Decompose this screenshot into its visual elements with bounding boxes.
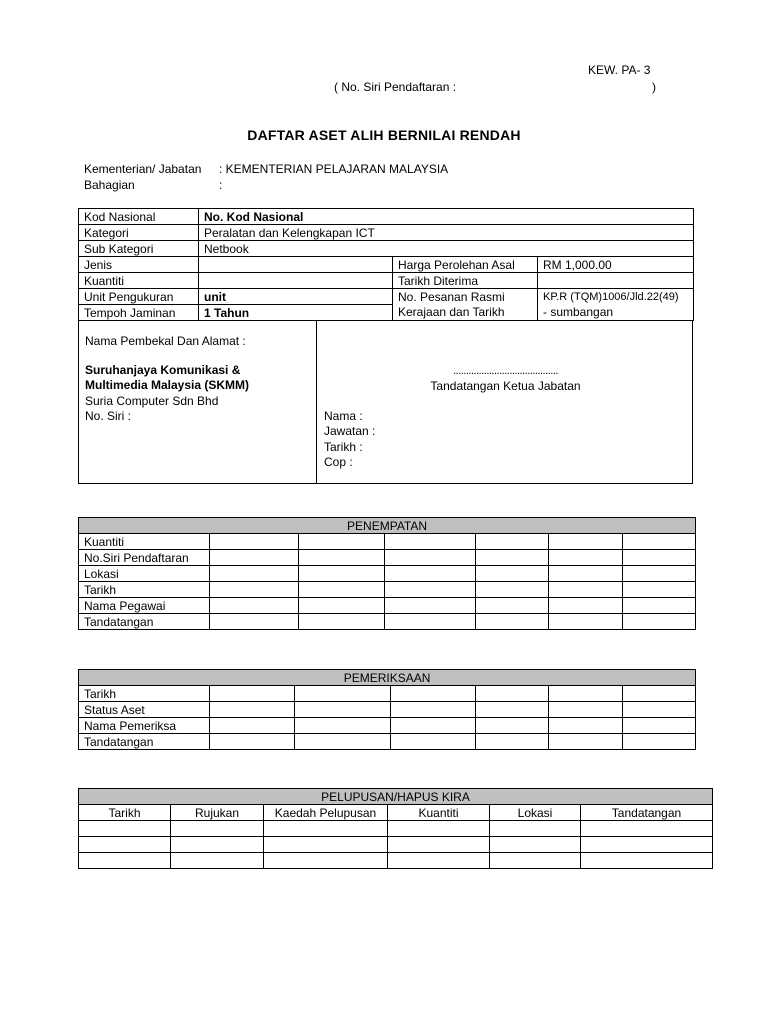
supplier-name-line1: Suruhanjaya Komunikasi & [85, 363, 241, 377]
bahagian-value: : [219, 178, 223, 192]
row-label: Tandatangan [79, 734, 210, 750]
page-title: DAFTAR ASET ALIH BERNILAI RENDAH [247, 127, 521, 143]
supplier-no-siri: No. Siri : [85, 409, 132, 423]
table-row [79, 853, 713, 869]
siri-pendaftaran-label: ( No. Siri Pendaftaran : [334, 80, 457, 94]
sub-kategori-value: Netbook [199, 241, 694, 257]
signature-tarikh: Tarikh : [324, 440, 363, 454]
divider [316, 320, 317, 483]
kod-nasional-label: Kod Nasional [79, 209, 199, 225]
column-header-rujukan: Rujukan [171, 805, 264, 821]
row-label: Tarikh [79, 582, 210, 598]
pesanan-value-2: - sumbangan [538, 305, 694, 321]
row-label: No.Siri Pendaftaran [79, 550, 210, 566]
unit-pengukuran-value: unit [199, 289, 393, 305]
signature-dots: ......................................... [453, 365, 558, 377]
siri-pendaftaran-close: ) [652, 80, 656, 94]
table-row [79, 225, 694, 241]
supplier-company: Suria Computer Sdn Bhd [85, 394, 219, 408]
table-row [79, 582, 696, 598]
penempatan-table [78, 517, 696, 630]
table-row [79, 305, 694, 321]
signature-jawatan: Jawatan : [324, 424, 376, 438]
sub-kategori-label: Sub Kategori [79, 241, 199, 257]
jenis-label: Jenis [79, 257, 199, 273]
table-row [79, 718, 696, 734]
row-label: Lokasi [79, 566, 210, 582]
table-row [79, 598, 696, 614]
row-label: Nama Pemeriksa [79, 718, 210, 734]
penempatan-title: PENEMPATAN [79, 518, 696, 534]
kategori-value: Peralatan dan Kelengkapan ICT [199, 225, 694, 241]
column-header-lokasi: Lokasi [490, 805, 581, 821]
table-row [79, 289, 694, 305]
table-row [79, 614, 696, 630]
column-header-tandatangan: Tandatangan [581, 805, 713, 821]
row-label: Status Aset [79, 702, 210, 718]
pesanan-label-2: Kerajaan dan Tarikh [393, 305, 538, 321]
row-label: Tandatangan [79, 614, 210, 630]
table-row [79, 702, 696, 718]
kementerian-value: : KEMENTERIAN PELAJARAN MALAYSIA [219, 162, 449, 176]
kuantiti-value [199, 273, 393, 289]
unit-pengukuran-label: Unit Pengukuran [79, 289, 199, 305]
supplier-name-line2: Multimedia Malaysia (SKMM) [85, 378, 250, 392]
pelupusan-table [78, 788, 713, 869]
row-label: Kuantiti [79, 534, 210, 550]
tarikh-diterima-label: Tarikh Diterima [393, 273, 538, 289]
pemeriksaan-title: PEMERIKSAAN [79, 670, 696, 686]
column-header-kuantiti: Kuantiti [388, 805, 490, 821]
harga-label: Harga Perolehan Asal [393, 257, 538, 273]
pesanan-value-1: KP.R (TQM)1006/Jld.22(49) [538, 289, 694, 305]
table-row [79, 550, 696, 566]
table-header-row [79, 670, 696, 686]
table-row [79, 273, 694, 289]
pemeriksaan-table [78, 669, 696, 750]
tempoh-jaminan-value: 1 Tahun [199, 305, 393, 321]
table-row [79, 257, 694, 273]
row-label: Nama Pegawai [79, 598, 210, 614]
pesanan-label-1: No. Pesanan Rasmi [393, 289, 538, 305]
table-row [79, 686, 696, 702]
tarikh-diterima-value [538, 273, 694, 289]
signature-nama: Nama : [324, 409, 363, 423]
harga-value: RM 1,000.00 [538, 257, 694, 273]
table-column-header-row [79, 805, 713, 821]
row-label: Tarikh [79, 686, 210, 702]
table-row [79, 209, 694, 225]
column-header-kaedah: Kaedah Pelupusan [264, 805, 388, 821]
kuantiti-label: Kuantiti [79, 273, 199, 289]
kod-nasional-value: No. Kod Nasional [199, 209, 694, 225]
kementerian-label: Kementerian/ Jabatan [84, 162, 202, 176]
signature-title: Tandatangan Ketua Jabatan [430, 379, 581, 393]
form-code: KEW. PA- 3 [588, 63, 651, 77]
table-row [79, 534, 696, 550]
table-row [79, 821, 713, 837]
tempoh-jaminan-label: Tempoh Jaminan [79, 305, 199, 321]
supplier-signature-box [78, 320, 693, 484]
table-header-row [79, 518, 696, 534]
pelupusan-title: PELUPUSAN/HAPUS KIRA [79, 789, 713, 805]
table-row [79, 837, 713, 853]
table-row [79, 566, 696, 582]
table-header-row [79, 789, 713, 805]
supplier-label: Nama Pembekal Dan Alamat : [85, 334, 246, 348]
bahagian-label: Bahagian [84, 178, 135, 192]
asset-info-table [78, 208, 694, 321]
jenis-value [199, 257, 393, 273]
signature-cop: Cop : [324, 455, 353, 469]
table-row [79, 734, 696, 750]
table-row [79, 241, 694, 257]
kategori-label: Kategori [79, 225, 199, 241]
column-header-tarikh: Tarikh [79, 805, 171, 821]
